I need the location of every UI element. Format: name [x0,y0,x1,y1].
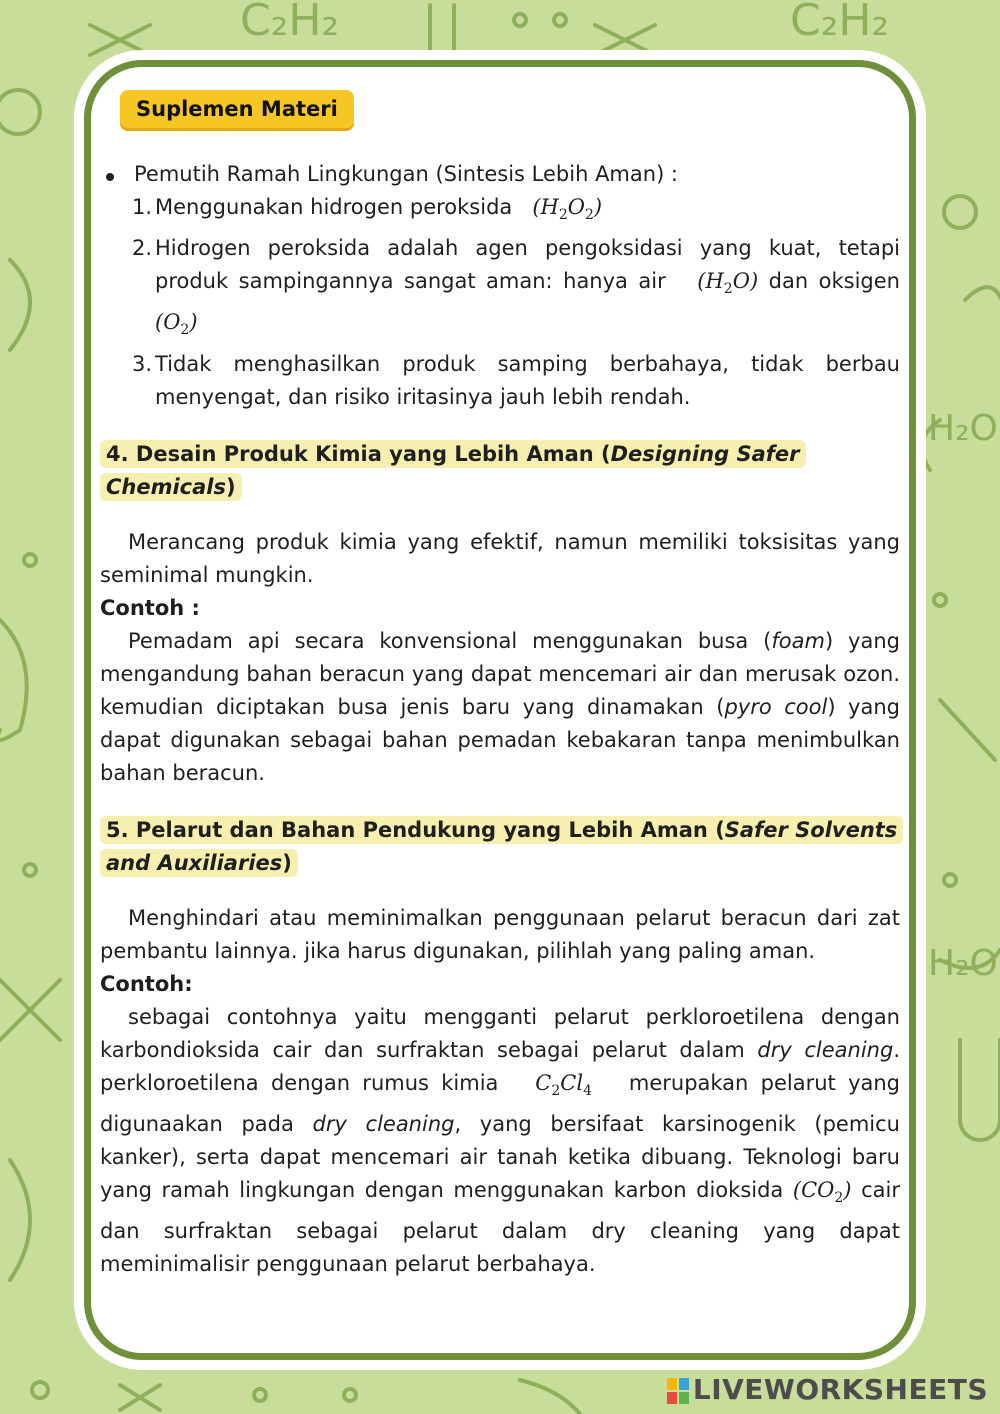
liveworksheets-watermark: LIVEWORKSHEETS [667,1373,988,1406]
formula-h2o: $(H_2O)$ [697,269,759,298]
formula-co2: $(CO_2)$ [792,1177,852,1206]
step-item: 2. Hidrogen peroksida adalah agen pengoksidasi yang kuat, tetapi produk sampingannya sangat aman: hanya air $(H_2O)$ dan oksigen $(O_2)$ [132,236,900,339]
doodle-text-2: C₂H₂ [790,0,890,46]
bullet-dot-icon [106,173,114,181]
formula-h2o2: $(H_2O_2)$ [532,195,603,224]
section-5-heading: 5. Pelarut dan Bahan Pendukung yang Lebih Aman (Safer Solvents and Auxiliaries) [100,814,900,880]
section-4-example-label: Contoh : [100,595,200,620]
section-4-heading: 4. Desain Produk Kimia yang Lebih Aman (Designing Safer Chemicals) [100,438,900,504]
doodle-text-4: H₂O [928,943,998,984]
step-item: 3. Tidak menghasilkan produk samping berbahaya, tidak berbau menyengat, dan risiko iritasinya jauh lebih rendah. [132,351,900,409]
section-badge: Suplemen Materi [120,90,354,128]
doodle-text-3: H₂O [928,408,998,449]
steps-list [100,191,900,414]
content [100,90,900,1281]
formula-c2cl4: $C_2Cl_4$ [535,1070,592,1099]
section-5-description: Menghindari atau meminimalkan penggunaan pelarut beracun dari zat pembantu lainnya. jika harus digunakan, pilihlah yang paling aman. [100,905,900,963]
step-item: 1. Menggunakan hidrogen peroksida $(H_2O_2)$ [132,195,603,224]
liveworksheets-logo-icon [667,1378,689,1404]
intro-bullet [100,158,900,191]
section-5-example: sebagai contohnya yaitu mengganti pelarut perkloroetilena dengan karbondioksida cair dan surfraktan sebagai pelarut dalam dry cleaning. perkloroetilena dengan rumus kimia $C_2Cl_4$ merupakan pelarut yang digunaakan pada dry cleaning, yang bersifaat karsinogenik (pemicu kanker), serta dapat mencemari air tanah ketika dibuang. Teknologi baru yang ramah lingkungan dengan menggunakan karbon dioksida $(CO_2)$ cair dan surfraktan sebagai pelarut dalam dry cleaning yang dapat meminimalisir penggunaan pelarut berbahaya. [100,1004,901,1276]
formula-o2: $(O_2)$ [155,310,198,339]
section-5-example-label: Contoh: [100,971,193,996]
section-4-example: Pemadam api secara konvensional menggunakan busa (foam) yang mengandung bahan beracun yang dapat mencemari air dan merusak ozon. kemudian diciptakan busa jenis baru yang dinamakan (pyro cool) yang dapat digunakan sebagai bahan pemadan kebakaran tanpa menimbulkan bahan beracun. [100,628,900,785]
doodle-text-1: C₂H₂ [240,0,340,46]
bullet-text: Pemutih Ramah Lingkungan (Sintesis Lebih Aman) : [134,162,679,186]
section-4-description: Merancang produk kimia yang efektif, namun memiliki toksisitas yang seminimal mungkin. [100,529,900,587]
